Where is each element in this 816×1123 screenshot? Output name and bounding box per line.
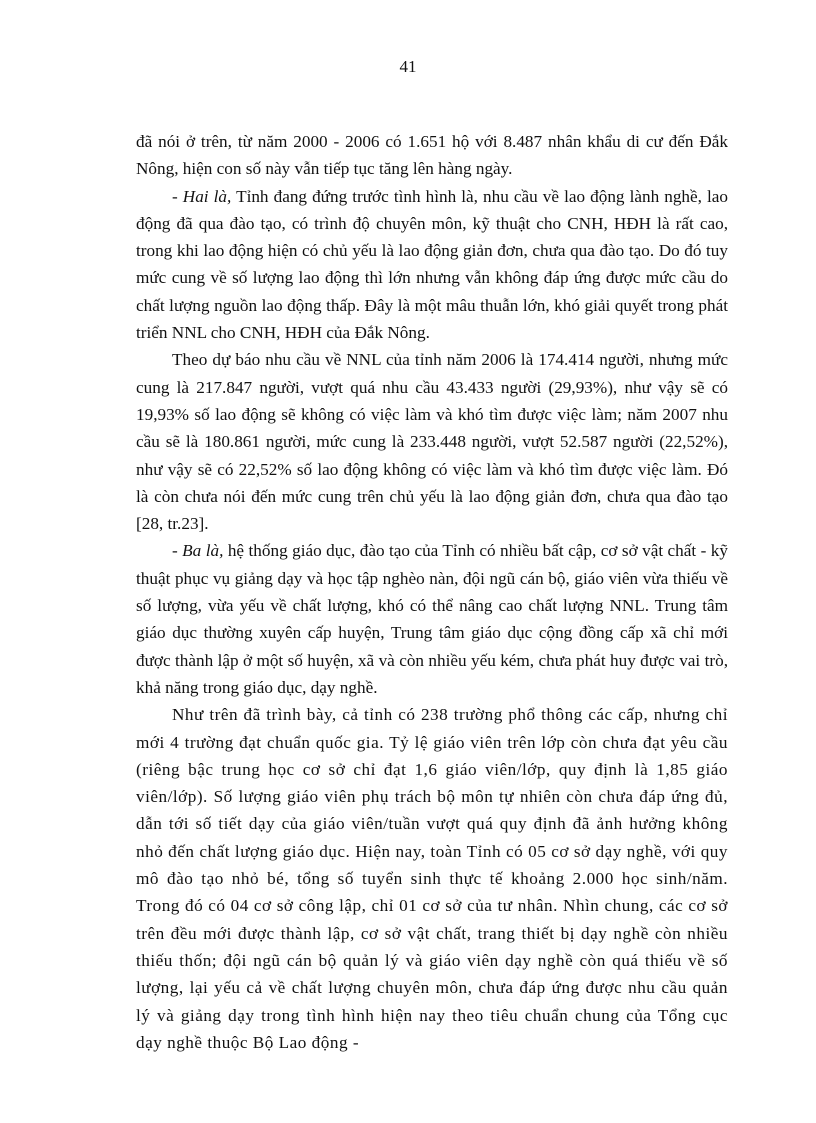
paragraph-1-text: đã nói ở trên, từ năm 2000 - 2006 có 1.651 hộ với 8.487 nhân khẩu di cư đến Đắk Nông, hiện con số này vẫn tiếp tục tăng lên hàng ngày. bbox=[136, 132, 728, 179]
document-body bbox=[136, 128, 728, 1056]
paragraph-1 bbox=[136, 128, 728, 183]
paragraph-3 bbox=[136, 346, 728, 537]
paragraph-2 bbox=[136, 183, 728, 347]
paragraph-5 bbox=[136, 701, 728, 1056]
paragraph-4-text: hệ thống giáo dục, đào tạo của Tỉnh có nhiều bất cập, cơ sở vật chất - kỹ thuật phục vụ giảng dạy và học tập nghèo nàn, đội ngũ cán bộ, giáo viên vừa thiếu về số lượng, vừa yếu về chất lượng, khó có thể nâng cao chất lượng NNL. Trung tâm giáo dục thường xuyên cấp huyện, Trung tâm giáo dục cộng đồng cấp xã chỉ mới được thành lập ở một số huyện, xã và còn nhiều yếu kém, chưa phát huy được vai trò, khả năng trong giáo dục, dạy nghề. bbox=[136, 541, 728, 697]
paragraph-3-text: Theo dự báo nhu cầu về NNL của tỉnh năm 2006 là 174.414 người, nhưng mức cung là 217.847 người, vượt quá nhu cầu 43.433 người (29,93%), như vậy sẽ có 19,93% số lao động sẽ không có việc làm và khó tìm được việc làm; năm 2007 nhu cầu sẽ là 180.861 người, mức cung là 233.448 người, vượt 52.587 người (22,52%), như vậy sẽ có 22,52% số lao động không có việc làm và khó tìm được việc làm. Đó là còn chưa nói đến mức cung trên chủ yếu là lao động giản đơn, chưa qua đào tạo [28, tr.23]. bbox=[136, 350, 728, 534]
paragraph-5-text: Như trên đã trình bày, cả tỉnh có 238 trường phổ thông các cấp, nhưng chỉ mới 4 trường đạt chuẩn quốc gia. Tỷ lệ giáo viên trên lớp còn chưa đạt yêu cầu (riêng bậc trung học cơ sở chỉ đạt 1,6 giáo viên/lớp, quy định là 1,85 giáo viên/lớp). Số lượng giáo viên phụ trách bộ môn tự nhiên còn chưa đáp ứng đủ, dẫn tới số tiết dạy của giáo viên/tuần vượt quá quy định đã ảnh hưởng không nhỏ đến chất lượng giáo dục. Hiện nay, toàn Tỉnh có 05 cơ sở dạy nghề, với quy mô đào tạo nhỏ bé, tổng số tuyển sinh thực tế khoảng 2.000 học sinh/năm. Trong đó có 04 cơ sở công lập, chỉ 01 cơ sở của tư nhân. Nhìn chung, các cơ sở trên đều mới được thành lập, cơ sở vật chất, trang thiết bị dạy nghề còn nhiều thiếu thốn; đội ngũ cán bộ quản lý và giáo viên dạy nghề còn quá thiếu về số lượng, lại yếu cả về chất lượng chuyên môn, chưa đáp ứng được nhu cầu quản lý và giảng dạy trong tình hình hiện nay theo tiêu chuẩn chung của Tổng cục dạy nghề thuộc Bộ Lao động - bbox=[136, 705, 728, 1052]
page-number: 41 bbox=[399, 57, 417, 76]
paragraph-2-text: Tỉnh đang đứng trước tình hình là, nhu cầu về lao động lành nghề, lao động đã qua đào tạo, có trình độ chuyên môn, kỹ thuật cho CNH, HĐH là rất cao, trong khi lao động hiện có chủ yếu là lao động giản đơn, chưa qua đào tạo. Do đó tuy mức cung về số lượng lao động thì lớn nhưng vẫn không đáp ứng được mức cầu do chất lượng nguồn lao động thấp. Đây là một mâu thuẫn lớn, khó giải quyết trong phát triển NNL cho CNH, HĐH của Đắk Nông. bbox=[136, 186, 728, 343]
paragraph-2-lead: - Hai là, bbox=[172, 186, 232, 206]
paragraph-4-lead: - Ba là, bbox=[172, 541, 224, 561]
paragraph-4 bbox=[136, 537, 728, 701]
